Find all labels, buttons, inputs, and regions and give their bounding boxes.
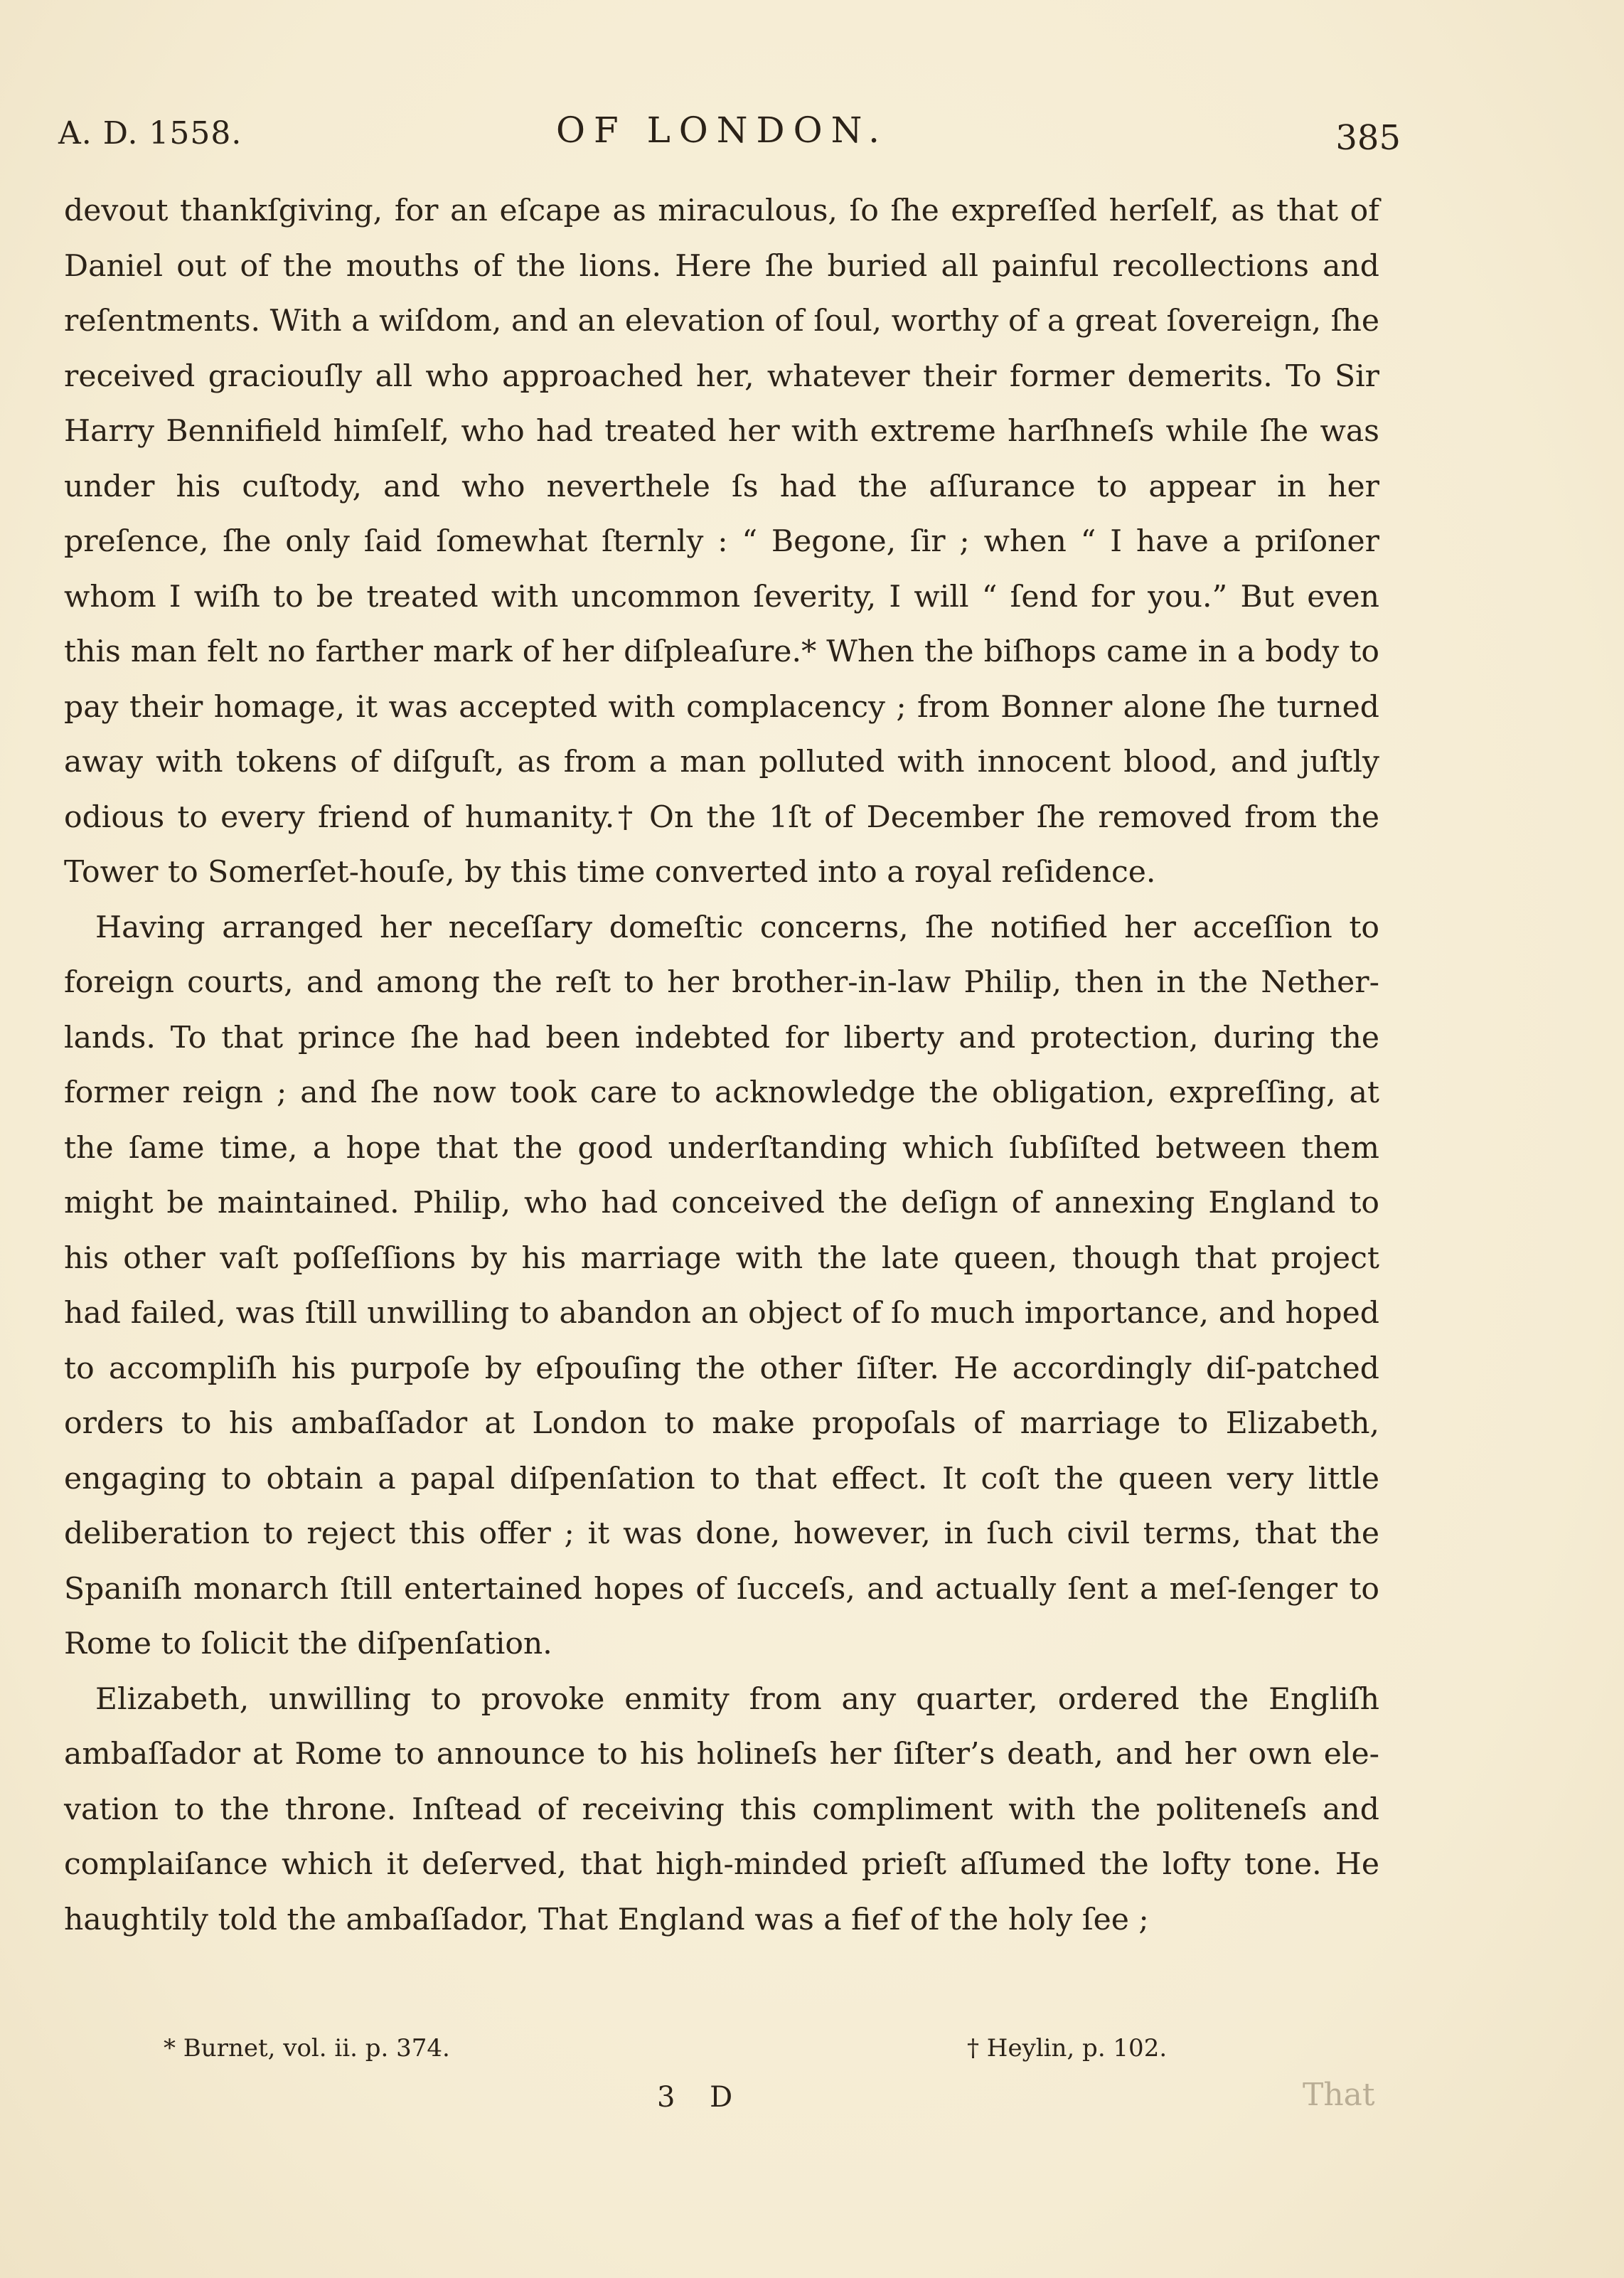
paragraph: devout thankſgiving, for an eſcape as miraculous, ſo ſhe expreſſed herſelf, as that of Daniel out of the mouths of the lions. Here ſhe buried all painful recollections and reſentments. With a wiſdom, and an elevation of ſoul, worthy of a great ſovereign, ſhe received graciouſly all who approached her, whatever their former demerits. To Sir Harry Bennifield himſelf, who had treated her with extreme harſhneſs while ſhe was under his cuſtody, and who neverthele ſs had the aſſurance to appear in her preſence, ſhe only ſaid ſomewhat ſternly : “ Begone, ſir ; when “ I have a priſoner whom I wiſh to be treated with uncommon ſeverity, I will “ ſend for you.” But even this man felt no farther mark of her diſpleaſure.* When the biſhops came in a body to pay their homage, it was accepted with complacency ; from Bonner alone ſhe turned away with tokens of diſguſt, as from a man polluted with innocent blood, and juſtly odious to every friend of humanity.† On the 1ſt of December ſhe removed from the Tower to Somerſet-houſe, by this time converted into a royal reſidence. <box>64 193 1379 890</box>
footnote-heylin: † Heylin, p. 102. <box>967 2034 1168 2063</box>
header-title: OF LONDON. <box>556 110 889 151</box>
header-date: A. D. 1558. <box>58 115 242 151</box>
paragraph: Having arranged her neceſſary domeſtic concerns, ſhe notified her acceſſion to foreign courts, and among the reſt to her brother-in-law Philip, then in the Nether-lands. To that prince ſhe had been indebted for liberty and protection, during the former reign ; and ſhe now took care to acknowledge the obligation, expreſſing, at the ſame time, a hope that the good underſtanding which ſubſiſted between them might be maintained. Philip, who had conceived the deſign of annexing England to his other vaſt poſſeſſions by his marriage with the late queen, though that project had failed, was ſtill unwilling to abandon an object of ſo much importance, and hoped to accompliſh his purpoſe by eſpouſing the other ſiſter. He accordingly diſ-patched orders to his ambaſſador at London to make propoſals of marriage to Elizabeth, engaging to obtain a papal diſpenſation to that effect. It coſt the queen very little deliberation to reject this offer ; it was done, however, in ſuch civil terms, that the Spaniſh monarch ſtill entertained hopes of ſucceſs, and actually ſent a meſ-ſenger to Rome to ſolicit the diſpenſation. <box>64 910 1379 1661</box>
running-header <box>58 105 1401 162</box>
main-text <box>64 183 1379 1947</box>
paragraph: Elizabeth, unwilling to provoke enmity from any quarter, ordered the Engliſh ambaſſador at Rome to announce to his holineſs her ſiſter’s death, and her own ele-vation to the throne. Inſtead of receiving this compliment with the politeneſs and complaiſance which it deſerved, that high-minded prieſt aſſumed the lofty tone. He haughtily told the ambaſſador, That England was a fief of the holy ſee ; <box>64 1681 1379 1937</box>
footnotes <box>164 2034 1216 2077</box>
page-number: 385 <box>1335 118 1401 158</box>
catchword: That <box>1303 2077 1375 2113</box>
signature-mark: 3 D <box>657 2081 746 2114</box>
footnote-burnet: * Burnet, vol. ii. p. 374. <box>164 2034 450 2063</box>
